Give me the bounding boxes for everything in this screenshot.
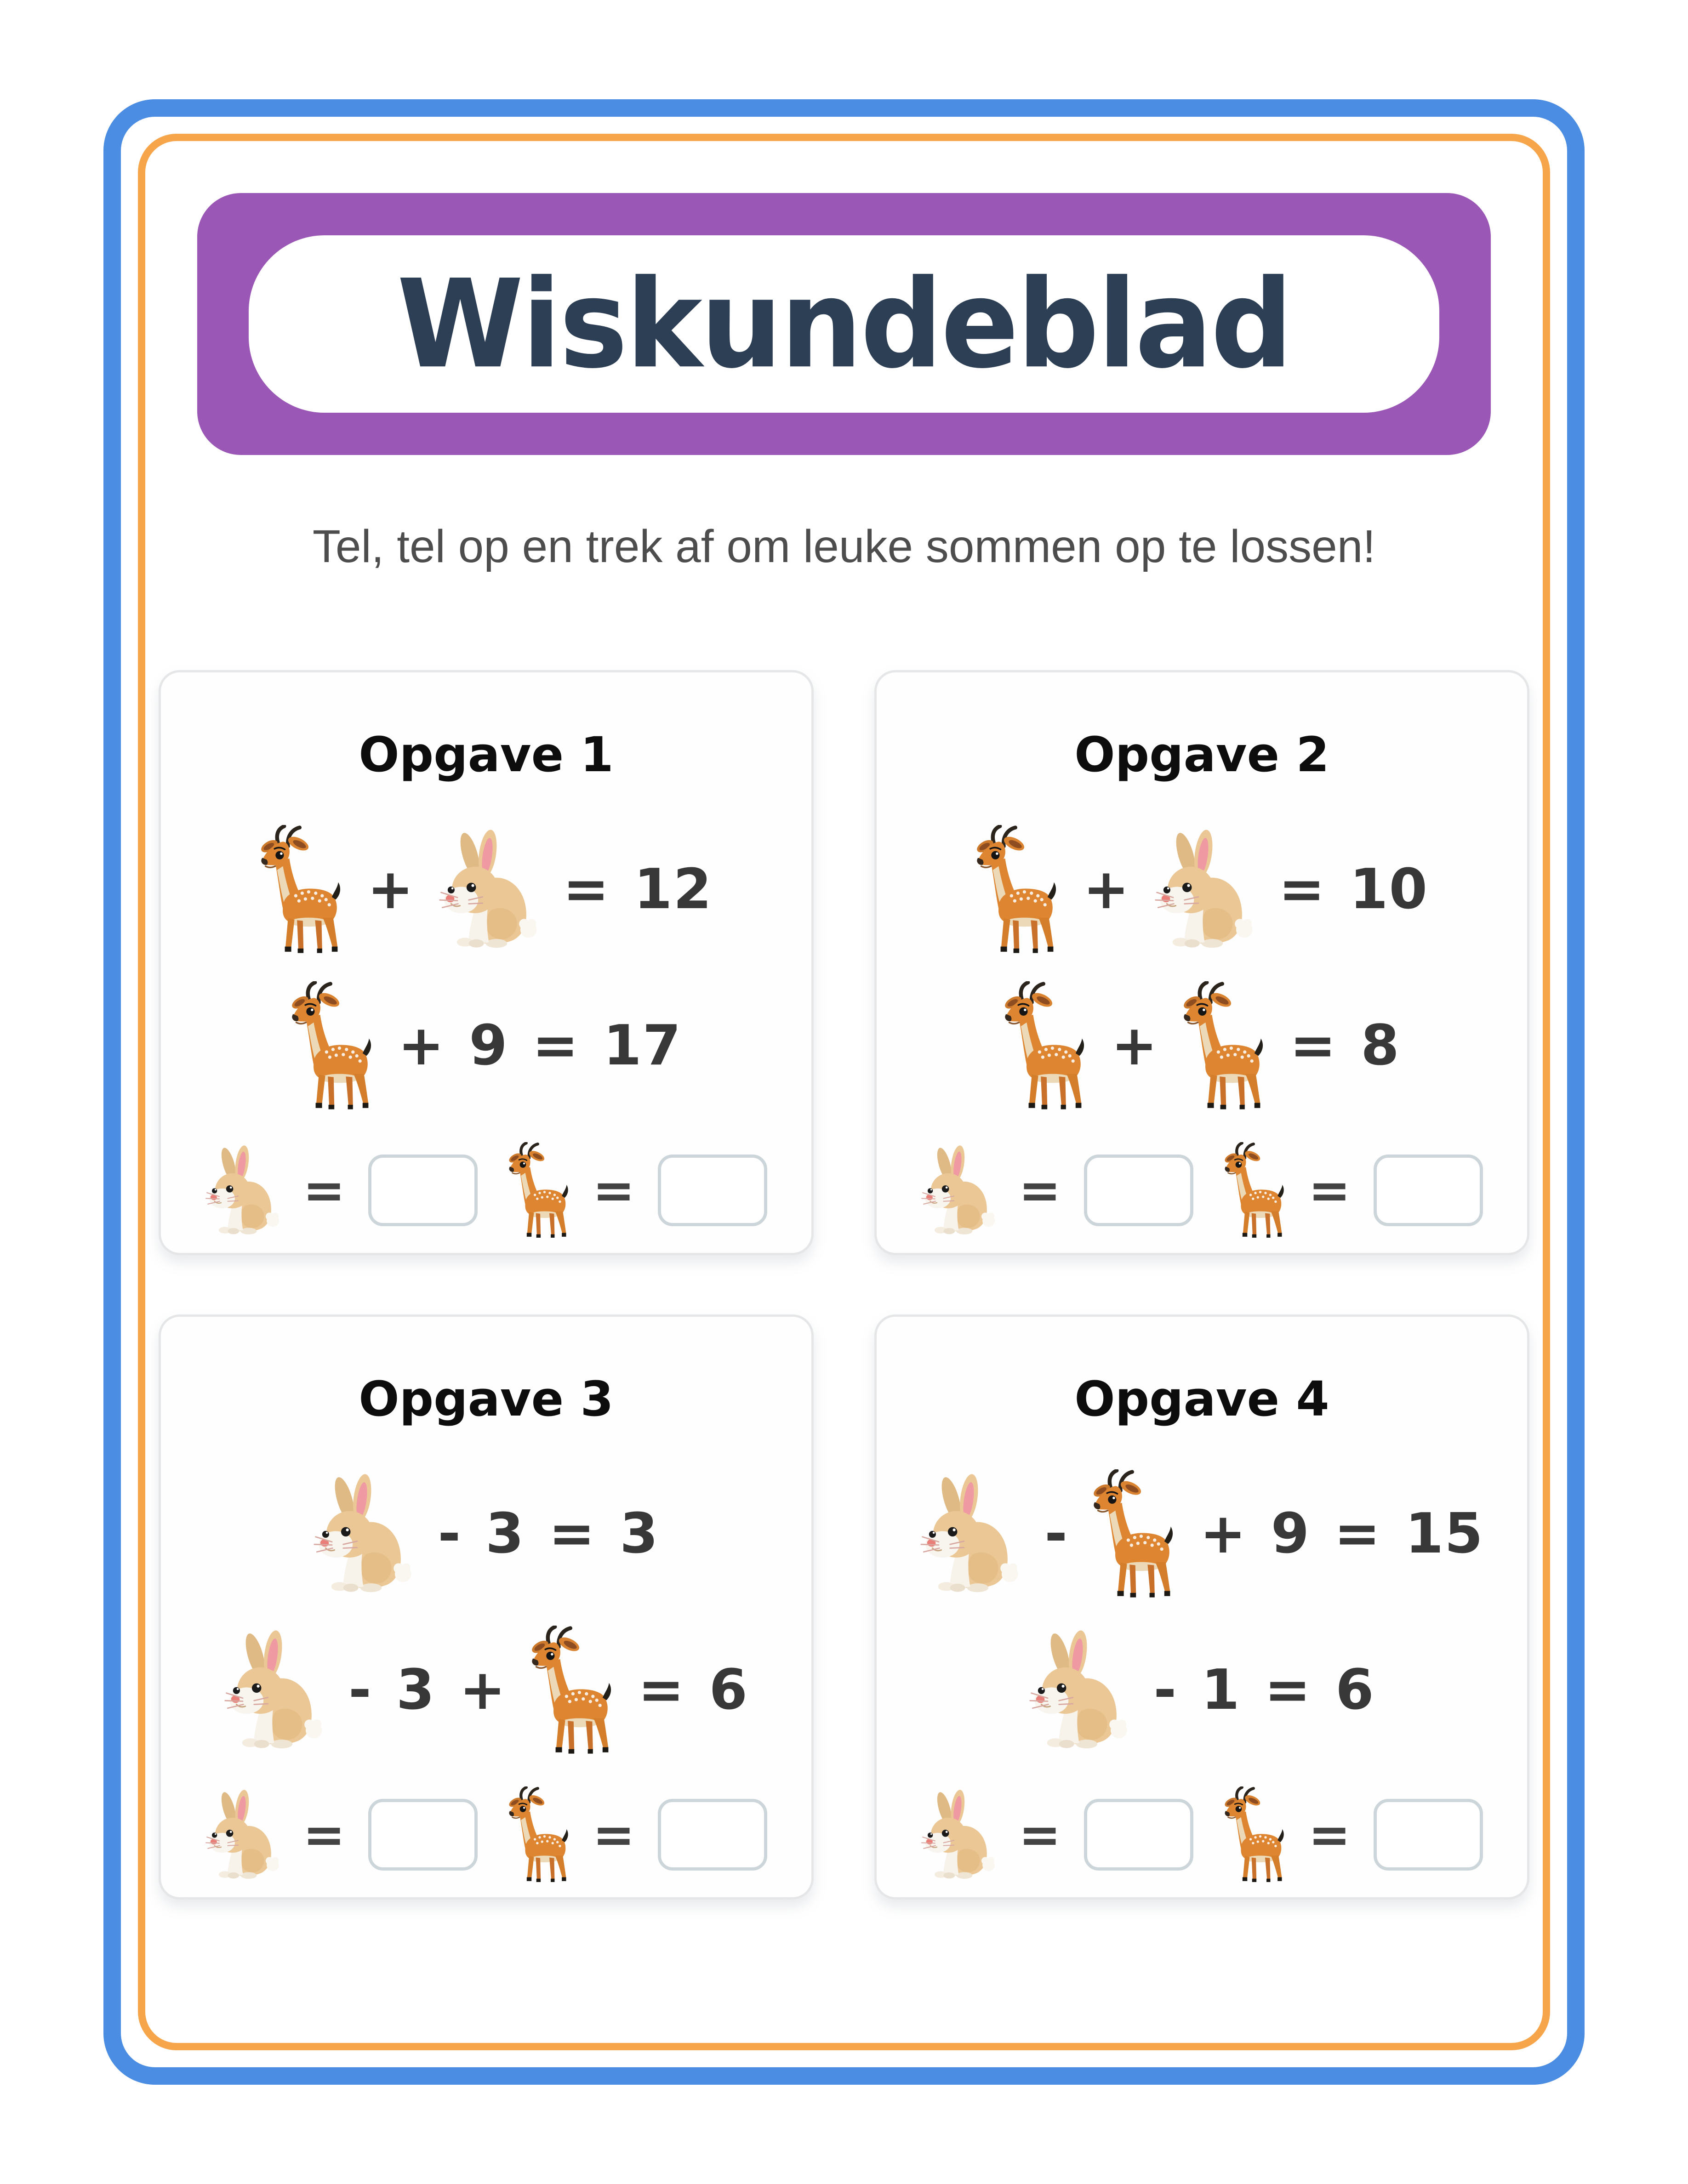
title-box (249, 235, 1439, 413)
rabbit-icon (224, 1630, 325, 1750)
equation-text: + (1083, 857, 1130, 921)
answer-input-deer[interactable] (658, 1155, 767, 1226)
inner-orange-frame (138, 134, 1550, 2050)
answer-group-deer (1224, 1786, 1483, 1883)
answer-row (161, 1786, 811, 1883)
task-card-2 (874, 670, 1529, 1255)
rabbit-icon (439, 830, 539, 949)
deer-icon (1224, 1142, 1286, 1238)
title-banner (197, 193, 1491, 455)
equation-text: - (1044, 1502, 1069, 1566)
equals-sign: = (1308, 1805, 1352, 1864)
equation-text: + (367, 857, 415, 921)
rabbit-icon (921, 1790, 997, 1880)
equals-sign: = (302, 1805, 346, 1864)
deer-icon (291, 981, 374, 1110)
task-title: Opgave 2 (1074, 727, 1329, 783)
equation-text: + (1200, 1502, 1247, 1566)
equation-row (877, 1624, 1527, 1756)
answer-group-deer (508, 1786, 767, 1883)
equation-text: = (1289, 1013, 1337, 1078)
equation-text: = (1334, 1502, 1381, 1566)
equation-row (161, 979, 811, 1112)
equals-sign: = (1018, 1160, 1062, 1220)
deer-icon (530, 1626, 614, 1754)
task-card-3 (159, 1314, 814, 1900)
tasks-grid (158, 670, 1530, 1900)
answer-group-rabbit (205, 1790, 478, 1880)
equation-text: + (398, 1013, 445, 1078)
answer-input-deer[interactable] (1374, 1799, 1483, 1871)
deer-icon (1092, 1469, 1176, 1598)
deer-icon (1182, 981, 1266, 1110)
equation-text: 9 (469, 1013, 508, 1078)
deer-icon (975, 825, 1059, 954)
task-title: Opgave 3 (359, 1371, 614, 1427)
deer-icon (508, 1786, 570, 1883)
equation-text: 17 (603, 1013, 682, 1078)
equals-sign: = (593, 1805, 636, 1864)
equals-sign: = (302, 1160, 346, 1220)
answer-group-deer (1224, 1142, 1483, 1238)
equation-text: = (548, 1502, 596, 1566)
equation-text: 10 (1350, 857, 1429, 921)
answer-input-deer[interactable] (1374, 1155, 1483, 1226)
equation-text: = (638, 1658, 685, 1722)
equation-text: 6 (709, 1658, 748, 1722)
equation-row (161, 823, 811, 956)
outer-blue-frame (103, 99, 1585, 2085)
equation-text: 3 (620, 1502, 659, 1566)
equation-row (877, 1467, 1527, 1600)
rabbit-icon (920, 1474, 1021, 1593)
task-title: Opgave 1 (359, 727, 614, 783)
equation-text: = (563, 857, 610, 921)
answer-input-rabbit[interactable] (368, 1155, 478, 1226)
answer-row (877, 1786, 1527, 1883)
rabbit-icon (1029, 1630, 1129, 1750)
task-card-4 (874, 1314, 1529, 1900)
equation-row (877, 979, 1527, 1112)
equals-sign: = (593, 1160, 636, 1220)
rabbit-icon (1154, 830, 1255, 949)
deer-icon (1004, 981, 1087, 1110)
task-title: Opgave 4 (1074, 1371, 1329, 1427)
equation-text: - (438, 1502, 462, 1566)
answer-group-rabbit (205, 1145, 478, 1235)
equation-text: + (459, 1658, 507, 1722)
equation-text: 12 (634, 857, 713, 921)
equation-text: = (1264, 1658, 1312, 1722)
rabbit-icon (921, 1145, 997, 1235)
rabbit-icon (205, 1790, 281, 1880)
answer-input-rabbit[interactable] (368, 1799, 478, 1871)
answer-group-rabbit (921, 1790, 1193, 1880)
answer-input-rabbit[interactable] (1084, 1799, 1193, 1871)
deer-icon (1224, 1786, 1286, 1883)
deer-icon (508, 1142, 570, 1238)
equation-text: 3 (396, 1658, 436, 1722)
equation-text: 1 (1201, 1658, 1241, 1722)
equation-text: - (1153, 1658, 1178, 1722)
equation-text: 9 (1271, 1502, 1311, 1566)
rabbit-icon (205, 1145, 281, 1235)
answer-group-deer (508, 1142, 767, 1238)
equation-row (161, 1624, 811, 1756)
equation-row (877, 823, 1527, 956)
equation-row (161, 1467, 811, 1600)
deer-icon (260, 825, 343, 954)
equation-text: 8 (1361, 1013, 1400, 1078)
answer-group-rabbit (921, 1145, 1193, 1235)
equation-text: - (348, 1658, 372, 1722)
answer-row (877, 1142, 1527, 1238)
task-card-1 (159, 670, 814, 1255)
subtitle: Tel, tel op en trek af om leuke sommen op te lossen! (312, 521, 1376, 572)
equation-text: 3 (485, 1502, 525, 1566)
answer-input-rabbit[interactable] (1084, 1155, 1193, 1226)
answer-input-deer[interactable] (658, 1799, 767, 1871)
equation-text: + (1111, 1013, 1158, 1078)
answer-row (161, 1142, 811, 1238)
equals-sign: = (1308, 1160, 1352, 1220)
equals-sign: = (1018, 1805, 1062, 1864)
equation-text: 6 (1335, 1658, 1375, 1722)
equation-text: = (1278, 857, 1326, 921)
equation-text: = (532, 1013, 580, 1078)
page-title: Wiskundeblad (397, 253, 1291, 395)
rabbit-icon (313, 1474, 414, 1593)
equation-text: 15 (1405, 1502, 1484, 1566)
